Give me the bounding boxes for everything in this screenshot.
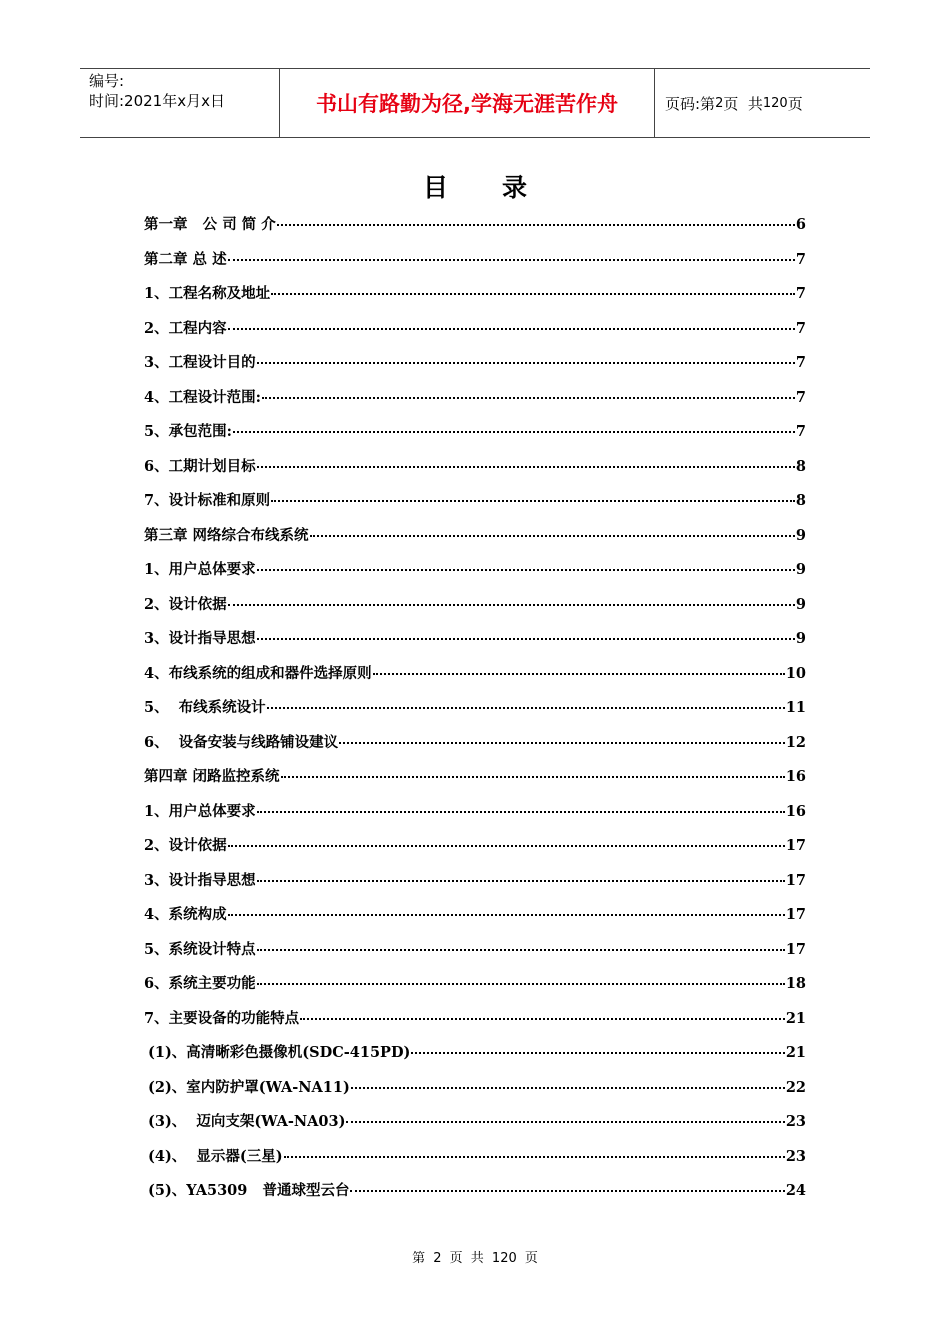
toc-entry-page: 6 [795, 216, 806, 233]
toc-entry-label: 1、用户总体要求 [144, 561, 256, 578]
toc-leader-dots [411, 1052, 784, 1054]
toc-entry[interactable] [144, 662, 806, 697]
toc-entry-page: 18 [785, 975, 806, 992]
toc-entry-page: 16 [785, 802, 806, 820]
toc-entry-page: 7 [795, 319, 806, 337]
toc-entry-page: 7 [795, 285, 806, 302]
toc-leader-dots [228, 328, 795, 330]
toc-entry-label: 4、工程设计范围: [144, 388, 261, 406]
toc-entry-page: 23 [785, 1147, 806, 1165]
toc-entry-page: 21 [785, 1044, 806, 1061]
toc-entry-label: 1、用户总体要求 [144, 802, 256, 820]
page-header [80, 68, 870, 138]
toc-leader-dots [351, 1087, 785, 1089]
toc-leader-dots [350, 1190, 784, 1192]
toc-leader-dots [267, 707, 785, 709]
toc-entry[interactable] [144, 834, 806, 869]
toc-entry[interactable] [144, 1007, 806, 1042]
toc-entry-label: 6、工期计划目标 [144, 457, 256, 475]
page-mid: 页 共 [723, 94, 763, 113]
toc-leader-dots [233, 431, 795, 433]
document-number: 编号: [89, 72, 125, 90]
toc-leader-dots [257, 880, 785, 882]
toc-leader-dots [300, 1018, 785, 1020]
toc-entry-label: 第二章 总 述 [144, 250, 227, 268]
toc-entry-label: 2、工程内容 [144, 319, 227, 337]
toc-leader-dots [228, 604, 795, 606]
toc-entry[interactable] [144, 972, 806, 1007]
toc-entry-label: 第四章 闭路监控系统 [144, 768, 280, 785]
toc-entry[interactable] [144, 1041, 806, 1076]
header-meta [80, 69, 280, 137]
toc-entry-label: 第一章 公 司 简 介 [144, 216, 276, 233]
toc-entry-label: 3、设计指导思想 [144, 871, 256, 889]
toc-leader-dots [346, 1121, 784, 1123]
toc-entry[interactable] [144, 696, 806, 731]
toc-leader-dots [257, 569, 795, 571]
toc-entry[interactable] [144, 1179, 806, 1214]
page-total: 120 [762, 95, 788, 111]
toc-leader-dots [339, 742, 785, 744]
header-motto: 书山有路勤为径,学海无涯苦作舟 [280, 69, 655, 137]
toc-entry-label: 4、布线系统的组成和器件选择原则 [144, 664, 372, 682]
toc-entry[interactable] [144, 765, 806, 800]
toc-entry-label: (1)、高清晰彩色摄像机(SDC-415PD) [148, 1044, 411, 1061]
toc-entry-page: 7 [795, 354, 806, 371]
table-of-contents [144, 213, 806, 1214]
toc-leader-dots [228, 259, 795, 261]
toc-entry-label: 5、承包范围: [144, 423, 232, 440]
toc-entry-label: 2、设计依据 [144, 837, 227, 854]
toc-entry-page: 10 [785, 664, 806, 682]
toc-entry-page: 9 [795, 526, 806, 544]
toc-entry-label: 5、系统设计特点 [144, 940, 256, 958]
page-footer: 第 2 页 共 120 页 [412, 1251, 538, 1266]
toc-entry-page: 9 [795, 595, 806, 613]
toc-entry[interactable] [144, 386, 806, 421]
toc-entry-page: 17 [785, 940, 806, 958]
header-page-info [655, 69, 870, 137]
toc-leader-dots [310, 535, 795, 537]
page-prefix: 页码:第 [665, 94, 716, 113]
toc-entry[interactable] [144, 282, 806, 317]
toc-entry[interactable] [144, 420, 806, 455]
toc-leader-dots [257, 362, 795, 364]
toc-entry-page: 8 [795, 457, 806, 475]
toc-entry-page: 8 [795, 492, 806, 509]
toc-entry[interactable] [144, 213, 806, 248]
toc-leader-dots [257, 638, 795, 640]
toc-entry[interactable] [144, 938, 806, 973]
toc-entry-page: 9 [795, 561, 806, 578]
toc-entry-page: 24 [785, 1182, 806, 1199]
toc-entry-page: 17 [785, 837, 806, 854]
toc-entry-page: 17 [785, 871, 806, 889]
toc-entry[interactable] [144, 489, 806, 524]
toc-entry-label: (2)、室内防护罩(WA-NA11) [148, 1078, 350, 1096]
toc-entry-label: 6、系统主要功能 [144, 975, 256, 992]
toc-entry[interactable] [144, 1110, 806, 1145]
toc-leader-dots [284, 1156, 785, 1158]
toc-entry-label: (4)、 显示器(三星) [148, 1147, 283, 1165]
toc-entry[interactable] [144, 869, 806, 904]
toc-entry-label: 1、工程名称及地址 [144, 285, 271, 302]
toc-entry-label: 6、 设备安装与线路铺设建议 [144, 733, 339, 751]
document-time: 时间:2021年x月x日 [89, 92, 225, 110]
toc-leader-dots [257, 949, 785, 951]
toc-leader-dots [373, 673, 785, 675]
toc-entry[interactable] [144, 1145, 806, 1180]
toc-entry-label: 2、设计依据 [144, 595, 227, 613]
toc-entry[interactable] [144, 731, 806, 766]
toc-entry-page: 17 [785, 906, 806, 923]
toc-entry-label: 3、设计指导思想 [144, 630, 256, 647]
toc-leader-dots [281, 776, 785, 778]
toc-entry[interactable] [144, 351, 806, 386]
toc-entry[interactable] [144, 317, 806, 352]
toc-entry-label: (3)、 迈向支架(WA-NA03) [148, 1113, 346, 1130]
page-current: 2 [715, 95, 724, 111]
page-title: 目录 [422, 173, 581, 202]
toc-entry-page: 7 [795, 423, 806, 440]
toc-entry-page: 21 [785, 1009, 806, 1027]
toc-entry-label: 4、系统构成 [144, 906, 227, 923]
toc-entry-label: 3、工程设计目的 [144, 354, 256, 371]
toc-entry[interactable] [144, 455, 806, 490]
toc-entry-label: 7、设计标准和原则 [144, 492, 271, 509]
toc-leader-dots [271, 293, 795, 295]
toc-leader-dots [277, 224, 795, 226]
toc-entry[interactable] [144, 248, 806, 283]
toc-leader-dots [257, 466, 795, 468]
toc-entry[interactable] [144, 903, 806, 938]
toc-entry-label: 5、 布线系统设计 [144, 699, 266, 716]
toc-leader-dots [257, 811, 785, 813]
toc-entry-page: 12 [785, 733, 806, 751]
toc-entry[interactable] [144, 800, 806, 835]
toc-leader-dots [228, 914, 785, 916]
toc-entry-page: 22 [785, 1078, 806, 1096]
page-suffix: 页 [787, 94, 803, 113]
toc-leader-dots [262, 397, 795, 399]
toc-entry[interactable] [144, 593, 806, 628]
toc-leader-dots [257, 983, 785, 985]
toc-entry[interactable] [144, 524, 806, 559]
toc-entry[interactable] [144, 627, 806, 662]
toc-entry-page: 16 [785, 768, 806, 785]
toc-entry-page: 7 [795, 388, 806, 406]
toc-entry-label: (5)、YA5309 普通球型云台 [148, 1182, 350, 1199]
toc-entry[interactable] [144, 558, 806, 593]
toc-entry-page: 23 [785, 1113, 806, 1130]
toc-entry-page: 7 [795, 250, 806, 268]
toc-leader-dots [271, 500, 795, 502]
toc-entry-page: 11 [785, 699, 806, 716]
toc-entry-label: 7、主要设备的功能特点 [144, 1009, 300, 1027]
toc-entry-label: 第三章 网络综合布线系统 [144, 526, 309, 544]
toc-entry-page: 9 [795, 630, 806, 647]
toc-entry[interactable] [144, 1076, 806, 1111]
toc-leader-dots [228, 845, 785, 847]
